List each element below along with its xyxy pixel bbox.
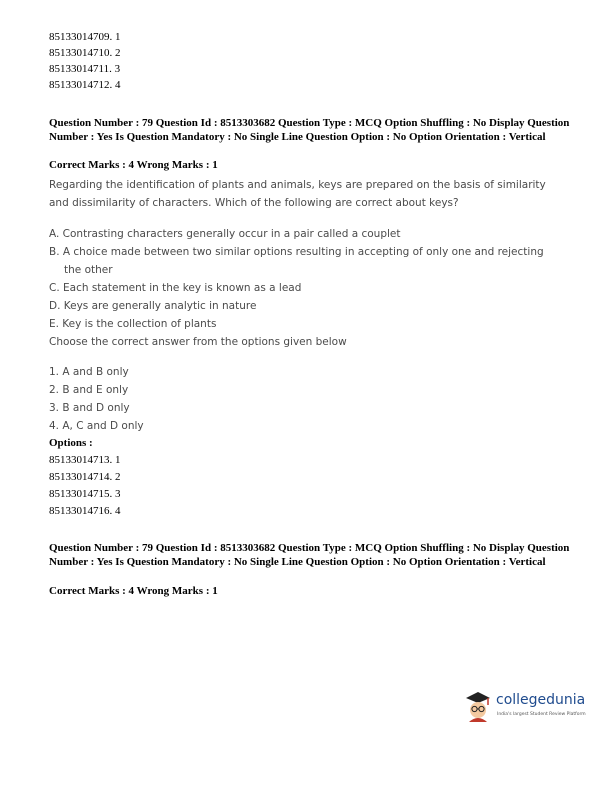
- statement-b-continued: the other: [64, 264, 113, 276]
- question-header: Question Number : 79 Question Id : 8513303682 Question Type : MCQ Option Shuffling : No Display Question Number : Yes Is Question Mandatory : No Single Line Question Option : No Option Orientation : Vertical: [49, 542, 570, 568]
- marks-line: Correct Marks : 4 Wrong Marks : 1: [49, 585, 218, 597]
- statement-d: D. Keys are generally analytic in nature: [49, 300, 257, 312]
- question-stem-line: and dissimilarity of characters. Which of the following are correct about keys?: [49, 197, 459, 209]
- question-header: Question Number : 79 Question Id : 8513303682 Question Type : MCQ Option Shuffling : No Display Question Number : Yes Is Question Mandatory : No Single Line Question Option : No Option Orientation : Vertical: [49, 117, 570, 143]
- statement-b: B. A choice made between two similar options resulting in accepting of only one and rejecting: [49, 246, 544, 258]
- option-id-line: 85133014710. 2: [49, 47, 121, 59]
- student-mascot-icon: [462, 690, 494, 724]
- option-id-line: 85133014711. 3: [49, 63, 121, 75]
- answer-choice: 4. A, C and D only: [49, 420, 144, 432]
- option-id-line: 85133014713. 1: [49, 454, 121, 466]
- logo-tagline: India's largest Student Review Platform: [497, 712, 586, 717]
- options-label: Options :: [49, 437, 93, 449]
- answer-choice: 3. B and D only: [49, 402, 130, 414]
- marks-line: Correct Marks : 4 Wrong Marks : 1: [49, 159, 218, 171]
- option-id-line: 85133014716. 4: [49, 505, 121, 517]
- option-id-line: 85133014715. 3: [49, 488, 121, 500]
- statement-a: A. Contrasting characters generally occur in a pair called a couplet: [49, 228, 401, 240]
- answer-choice: 2. B and E only: [49, 384, 129, 396]
- answer-choice: 1. A and B only: [49, 366, 129, 378]
- statement-c: C. Each statement in the key is known as a lead: [49, 282, 302, 294]
- question-stem-line: Regarding the identification of plants and animals, keys are prepared on the basis of similarity: [49, 179, 546, 191]
- option-id-line: 85133014709. 1: [49, 31, 121, 43]
- option-id-line: 85133014714. 2: [49, 471, 121, 483]
- statement-e: E. Key is the collection of plants: [49, 318, 217, 330]
- collegedunia-logo: [462, 688, 602, 728]
- logo-wordmark: collegedunia: [496, 692, 586, 708]
- instruction-text: Choose the correct answer from the options given below: [49, 336, 347, 348]
- option-id-line: 85133014712. 4: [49, 79, 121, 91]
